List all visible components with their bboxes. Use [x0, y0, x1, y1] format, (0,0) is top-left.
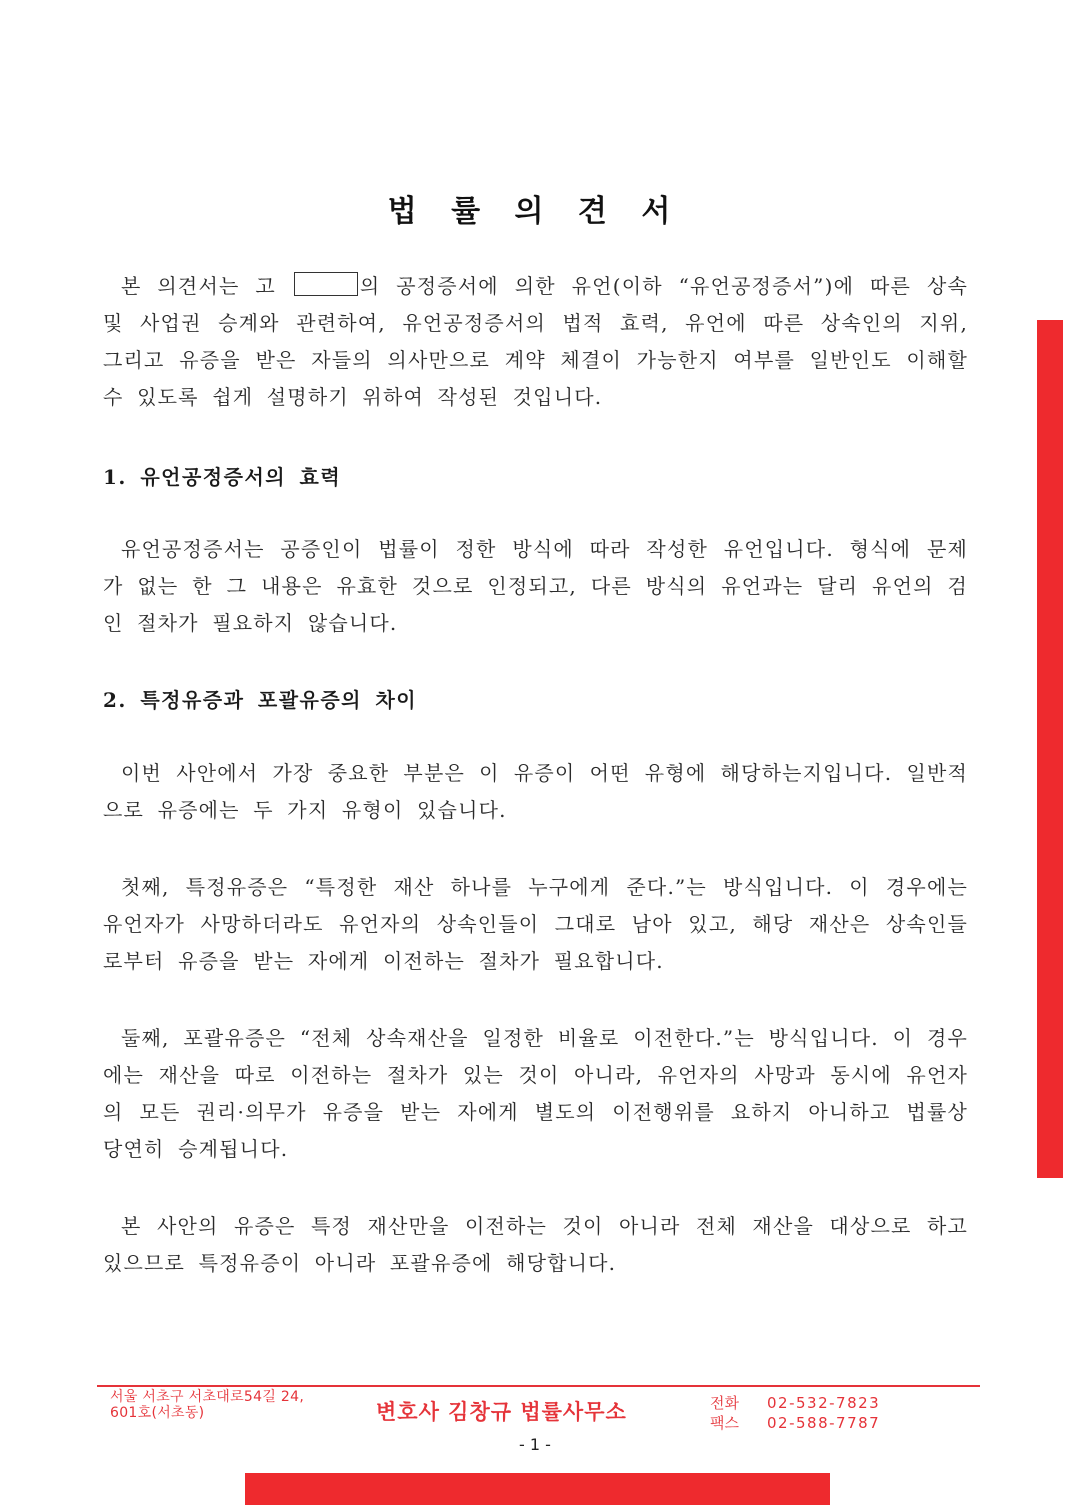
redacted-name-box — [294, 272, 358, 296]
footer-address-line-1: 서울 서초구 서초대로54길 24, — [110, 1389, 305, 1405]
section-1-paragraph — [103, 531, 968, 642]
intro-text-start: 본 의견서는 고 — [121, 274, 292, 298]
section-2-paragraph-3 — [103, 1020, 968, 1168]
footer-firm-name: 변호사 김창규 법률사무소 — [376, 1400, 627, 1424]
footer-divider — [97, 1385, 980, 1387]
section-1-text: 유언공정증서는 공증인이 법률이 정한 방식에 따라 작성한 유언입니다. 형식에 문제가 없는 한 그 내용은 유효한 것으로 인정되고, 다른 방식의 유언과는 달리 유언의 검인 절차가 필요하지 않습니다. — [103, 537, 968, 635]
footer-address — [110, 1389, 304, 1421]
phone-label: 전화 — [710, 1394, 739, 1412]
section-2-text-3: 둘째, 포괄유증은 “전체 상속재산을 일정한 비율로 이전한다.”는 방식입니다. 이 경우에는 재산을 따로 이전하는 절차가 있는 것이 아니라, 유언자의 사망과 동시에 유언자의 모든 권리·의무가 유증을 받는 자에게 별도의 이전행위를 요하지 아니하고 법률상 당연히 승계됩니다. — [103, 1026, 968, 1161]
section-2-paragraph-2 — [103, 869, 968, 980]
section-2-text-1: 이번 사안에서 가장 중요한 부분은 이 유증이 어떤 유형에 해당하는지입니다. 일반적으로 유증에는 두 가지 유형이 있습니다. — [103, 761, 968, 822]
section-2-paragraph-4 — [103, 1208, 968, 1282]
document-title: 법 률 의 견 서 — [387, 194, 683, 229]
section-2-text-4: 본 사안의 유증은 특정 재산만을 이전하는 것이 아니라 전체 재산을 대상으로 하고 있으므로 특정유증이 아니라 포괄유증에 해당합니다. — [103, 1214, 968, 1275]
phone-number: 02-532-7823 — [766, 1394, 881, 1412]
fax-label: 팩스 — [710, 1414, 739, 1432]
intro-paragraph — [103, 268, 968, 416]
footer-fax-row — [710, 1413, 880, 1433]
side-accent-bar — [1037, 320, 1063, 1178]
footer-phone-row — [710, 1393, 880, 1413]
section-2-paragraph-1 — [103, 755, 968, 829]
intro-text-rest: 의 공정증서에 의한 유언(이하 “유언공정증서”)에 따른 상속 및 사업권 승계와 관련하여, 유언공정증서의 법적 효력, 유언에 따른 상속인의 지위, 그리고 유증을 받은 자들의 의사만으로 계약 체결이 가능한지 여부를 일반인도 이해할 수 있도록 쉽게 설명하기 위하여 작성된 것입니다. — [103, 274, 968, 409]
page-number: - 1 - — [519, 1435, 551, 1454]
footer-address-line-2: 601호(서초동) — [110, 1405, 205, 1421]
section-2-heading: 2. 특정유증과 포괄유증의 차이 — [103, 688, 418, 712]
fax-number: 02-588-7787 — [766, 1414, 881, 1432]
section-2-text-2: 첫째, 특정유증은 “특정한 재산 하나를 누구에게 준다.”는 방식입니다. 이 경우에는 유언자가 사망하더라도 유언자의 상속인들이 그대로 남아 있고, 해당 재산은 상속인들로부터 유증을 받는 자에게 이전하는 절차가 필요합니다. — [103, 875, 968, 973]
section-1-heading: 1. 유언공정증서의 효력 — [103, 465, 342, 489]
bottom-accent-bar — [245, 1473, 830, 1505]
footer-contact — [710, 1393, 880, 1433]
